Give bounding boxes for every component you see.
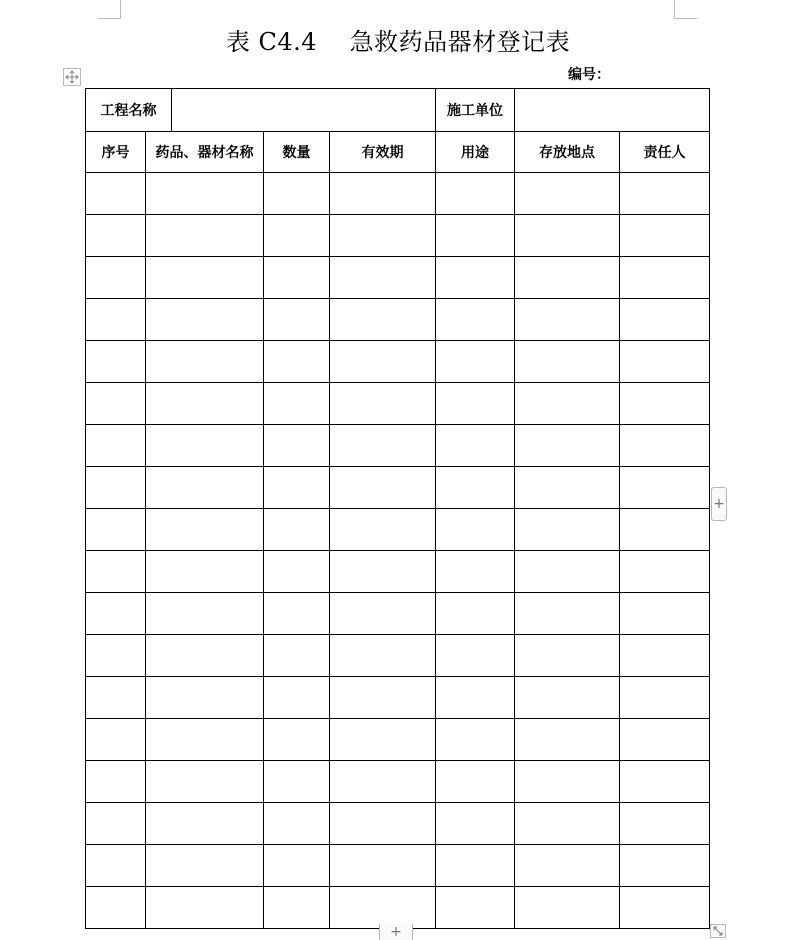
table-cell[interactable] [436,845,515,887]
table-cell[interactable] [620,887,710,929]
construction-unit-label: 施工单位 [436,89,515,132]
table-cell[interactable] [515,803,620,845]
table-cell[interactable] [515,383,620,425]
table-cell[interactable] [86,761,146,803]
table-cell[interactable] [264,635,330,677]
table-cell[interactable] [330,509,436,551]
table-body [86,173,710,929]
table-cell[interactable] [264,677,330,719]
table-cell[interactable] [436,803,515,845]
table-cell[interactable] [436,761,515,803]
table-cell[interactable] [620,299,710,341]
document-code-label: 编号： [568,67,610,83]
add-column-button[interactable]: + [711,487,727,521]
page-corner-mark-left [98,0,121,19]
table-cell[interactable] [436,887,515,929]
table-cell[interactable] [146,299,264,341]
table-cell[interactable] [620,551,710,593]
table-cell[interactable] [330,215,436,257]
table-cell[interactable] [620,257,710,299]
table-cell[interactable] [86,803,146,845]
table-cell[interactable] [515,635,620,677]
table-cell[interactable] [330,173,436,215]
table-cell[interactable] [436,257,515,299]
table-cell[interactable] [146,341,264,383]
table-cell[interactable] [330,887,436,929]
table-cell[interactable] [146,509,264,551]
table-cell[interactable] [330,383,436,425]
table-row [86,509,710,551]
table-cell[interactable] [264,341,330,383]
table-cell[interactable] [515,467,620,509]
table-cell[interactable] [264,425,330,467]
table-cell[interactable] [515,845,620,887]
table-cell[interactable] [264,719,330,761]
table-cell[interactable] [86,845,146,887]
table-cell[interactable] [620,215,710,257]
table-cell[interactable] [330,635,436,677]
table-cell[interactable] [330,593,436,635]
table-cell[interactable] [330,719,436,761]
table-cell[interactable] [86,551,146,593]
table-row [86,299,710,341]
table-cell[interactable] [515,425,620,467]
table-cell[interactable] [436,215,515,257]
table-cell[interactable] [86,299,146,341]
table-cell[interactable] [146,215,264,257]
table-cell[interactable] [86,383,146,425]
table-cell[interactable] [436,719,515,761]
table-cell[interactable] [515,677,620,719]
col-header-location: 存放地点 [515,132,620,173]
table-cell[interactable] [146,761,264,803]
table-cell[interactable] [264,803,330,845]
table-cell[interactable] [264,257,330,299]
table-cell[interactable] [330,761,436,803]
table-cell[interactable] [146,677,264,719]
resize-handle-icon [712,925,724,937]
table-cell[interactable] [146,803,264,845]
table-cell[interactable] [620,593,710,635]
document-title: 表 C4.4 急救药品器材登记表 [225,28,571,56]
table-resize-handle[interactable] [710,924,726,938]
table-cell[interactable] [620,467,710,509]
table-cell[interactable] [264,383,330,425]
table-cell[interactable] [264,593,330,635]
table-cell[interactable] [146,635,264,677]
table-cell[interactable] [146,719,264,761]
table-cell[interactable] [146,425,264,467]
table-cell[interactable] [436,299,515,341]
table-cell[interactable] [264,215,330,257]
table-row [86,803,710,845]
table-cell[interactable] [620,635,710,677]
table-row [86,425,710,467]
table-cell[interactable] [86,257,146,299]
move-arrows-icon [65,70,79,84]
col-header-expiry: 有效期 [330,132,436,173]
table-cell[interactable] [620,173,710,215]
table-cell[interactable] [330,425,436,467]
table-cell[interactable] [515,299,620,341]
table-cell[interactable] [86,593,146,635]
table-cell[interactable] [264,467,330,509]
table-cell[interactable] [330,803,436,845]
table-cell[interactable] [436,677,515,719]
table-cell[interactable] [436,341,515,383]
table-cell[interactable] [146,257,264,299]
table-cell[interactable] [86,677,146,719]
add-row-button[interactable]: + [379,924,413,940]
table-row [86,887,710,929]
table-row [86,677,710,719]
table-cell[interactable] [264,299,330,341]
table-cell[interactable] [436,551,515,593]
table-cell[interactable] [620,761,710,803]
table-cell[interactable] [436,383,515,425]
table-cell[interactable] [330,677,436,719]
project-name-label: 工程名称 [86,89,172,132]
table-cell[interactable] [620,845,710,887]
table-cell[interactable] [620,719,710,761]
table-cell[interactable] [515,341,620,383]
table-cell[interactable] [330,299,436,341]
table-cell[interactable] [620,803,710,845]
table-cell[interactable] [86,425,146,467]
table-cell[interactable] [86,719,146,761]
table-cell[interactable] [86,215,146,257]
project-name-cell[interactable] [172,89,436,132]
table-row [86,383,710,425]
table-cell[interactable] [515,215,620,257]
page-corner-mark-right [674,0,697,19]
table-row [86,635,710,677]
col-header-serial: 序号 [86,132,146,173]
table-cell[interactable] [86,467,146,509]
table-cell[interactable] [264,761,330,803]
table-cell[interactable] [515,173,620,215]
registration-table [85,88,710,929]
table-row [86,593,710,635]
table-row [86,761,710,803]
table-cell[interactable] [330,845,436,887]
table-cell[interactable] [86,887,146,929]
table-row [86,719,710,761]
table-cell[interactable] [264,845,330,887]
construction-unit-cell[interactable] [515,89,710,132]
table-cell[interactable] [620,509,710,551]
table-cell[interactable] [86,341,146,383]
table-cell[interactable] [620,383,710,425]
table-cell[interactable] [330,341,436,383]
table-cell[interactable] [620,677,710,719]
table-cell[interactable] [436,467,515,509]
table-cell[interactable] [86,173,146,215]
table-cell[interactable] [515,257,620,299]
table-row [86,341,710,383]
table-cell[interactable] [86,509,146,551]
table-cell[interactable] [330,551,436,593]
table-cell[interactable] [330,257,436,299]
table-row [86,551,710,593]
table-cell[interactable] [146,593,264,635]
table-cell[interactable] [515,887,620,929]
col-header-purpose: 用途 [436,132,515,173]
table-cell[interactable] [515,593,620,635]
table-cell[interactable] [620,341,710,383]
table-row [86,467,710,509]
table-cell[interactable] [146,173,264,215]
table-cell[interactable] [436,173,515,215]
table-row [86,845,710,887]
table-cell[interactable] [330,467,436,509]
table-row [86,257,710,299]
table-cell[interactable] [264,509,330,551]
col-header-quantity: 数量 [264,132,330,173]
table-cell[interactable] [515,761,620,803]
table-cell[interactable] [146,383,264,425]
table-cell[interactable] [86,635,146,677]
table-cell[interactable] [515,719,620,761]
table-cell[interactable] [436,425,515,467]
table-cell[interactable] [264,887,330,929]
table-cell[interactable] [620,425,710,467]
table-row [86,215,710,257]
table-cell[interactable] [146,467,264,509]
table-cell[interactable] [436,593,515,635]
table-cell[interactable] [146,551,264,593]
table-cell[interactable] [146,845,264,887]
table-cell[interactable] [264,551,330,593]
table-cell[interactable] [436,509,515,551]
table-cell[interactable] [436,635,515,677]
col-header-item-name: 药品、器材名称 [146,132,264,173]
table-cell[interactable] [264,173,330,215]
table-cell[interactable] [146,887,264,929]
table-move-handle[interactable] [63,68,81,86]
col-header-responsible: 责任人 [620,132,710,173]
table-row [86,173,710,215]
table-cell[interactable] [515,551,620,593]
table-cell[interactable] [515,509,620,551]
